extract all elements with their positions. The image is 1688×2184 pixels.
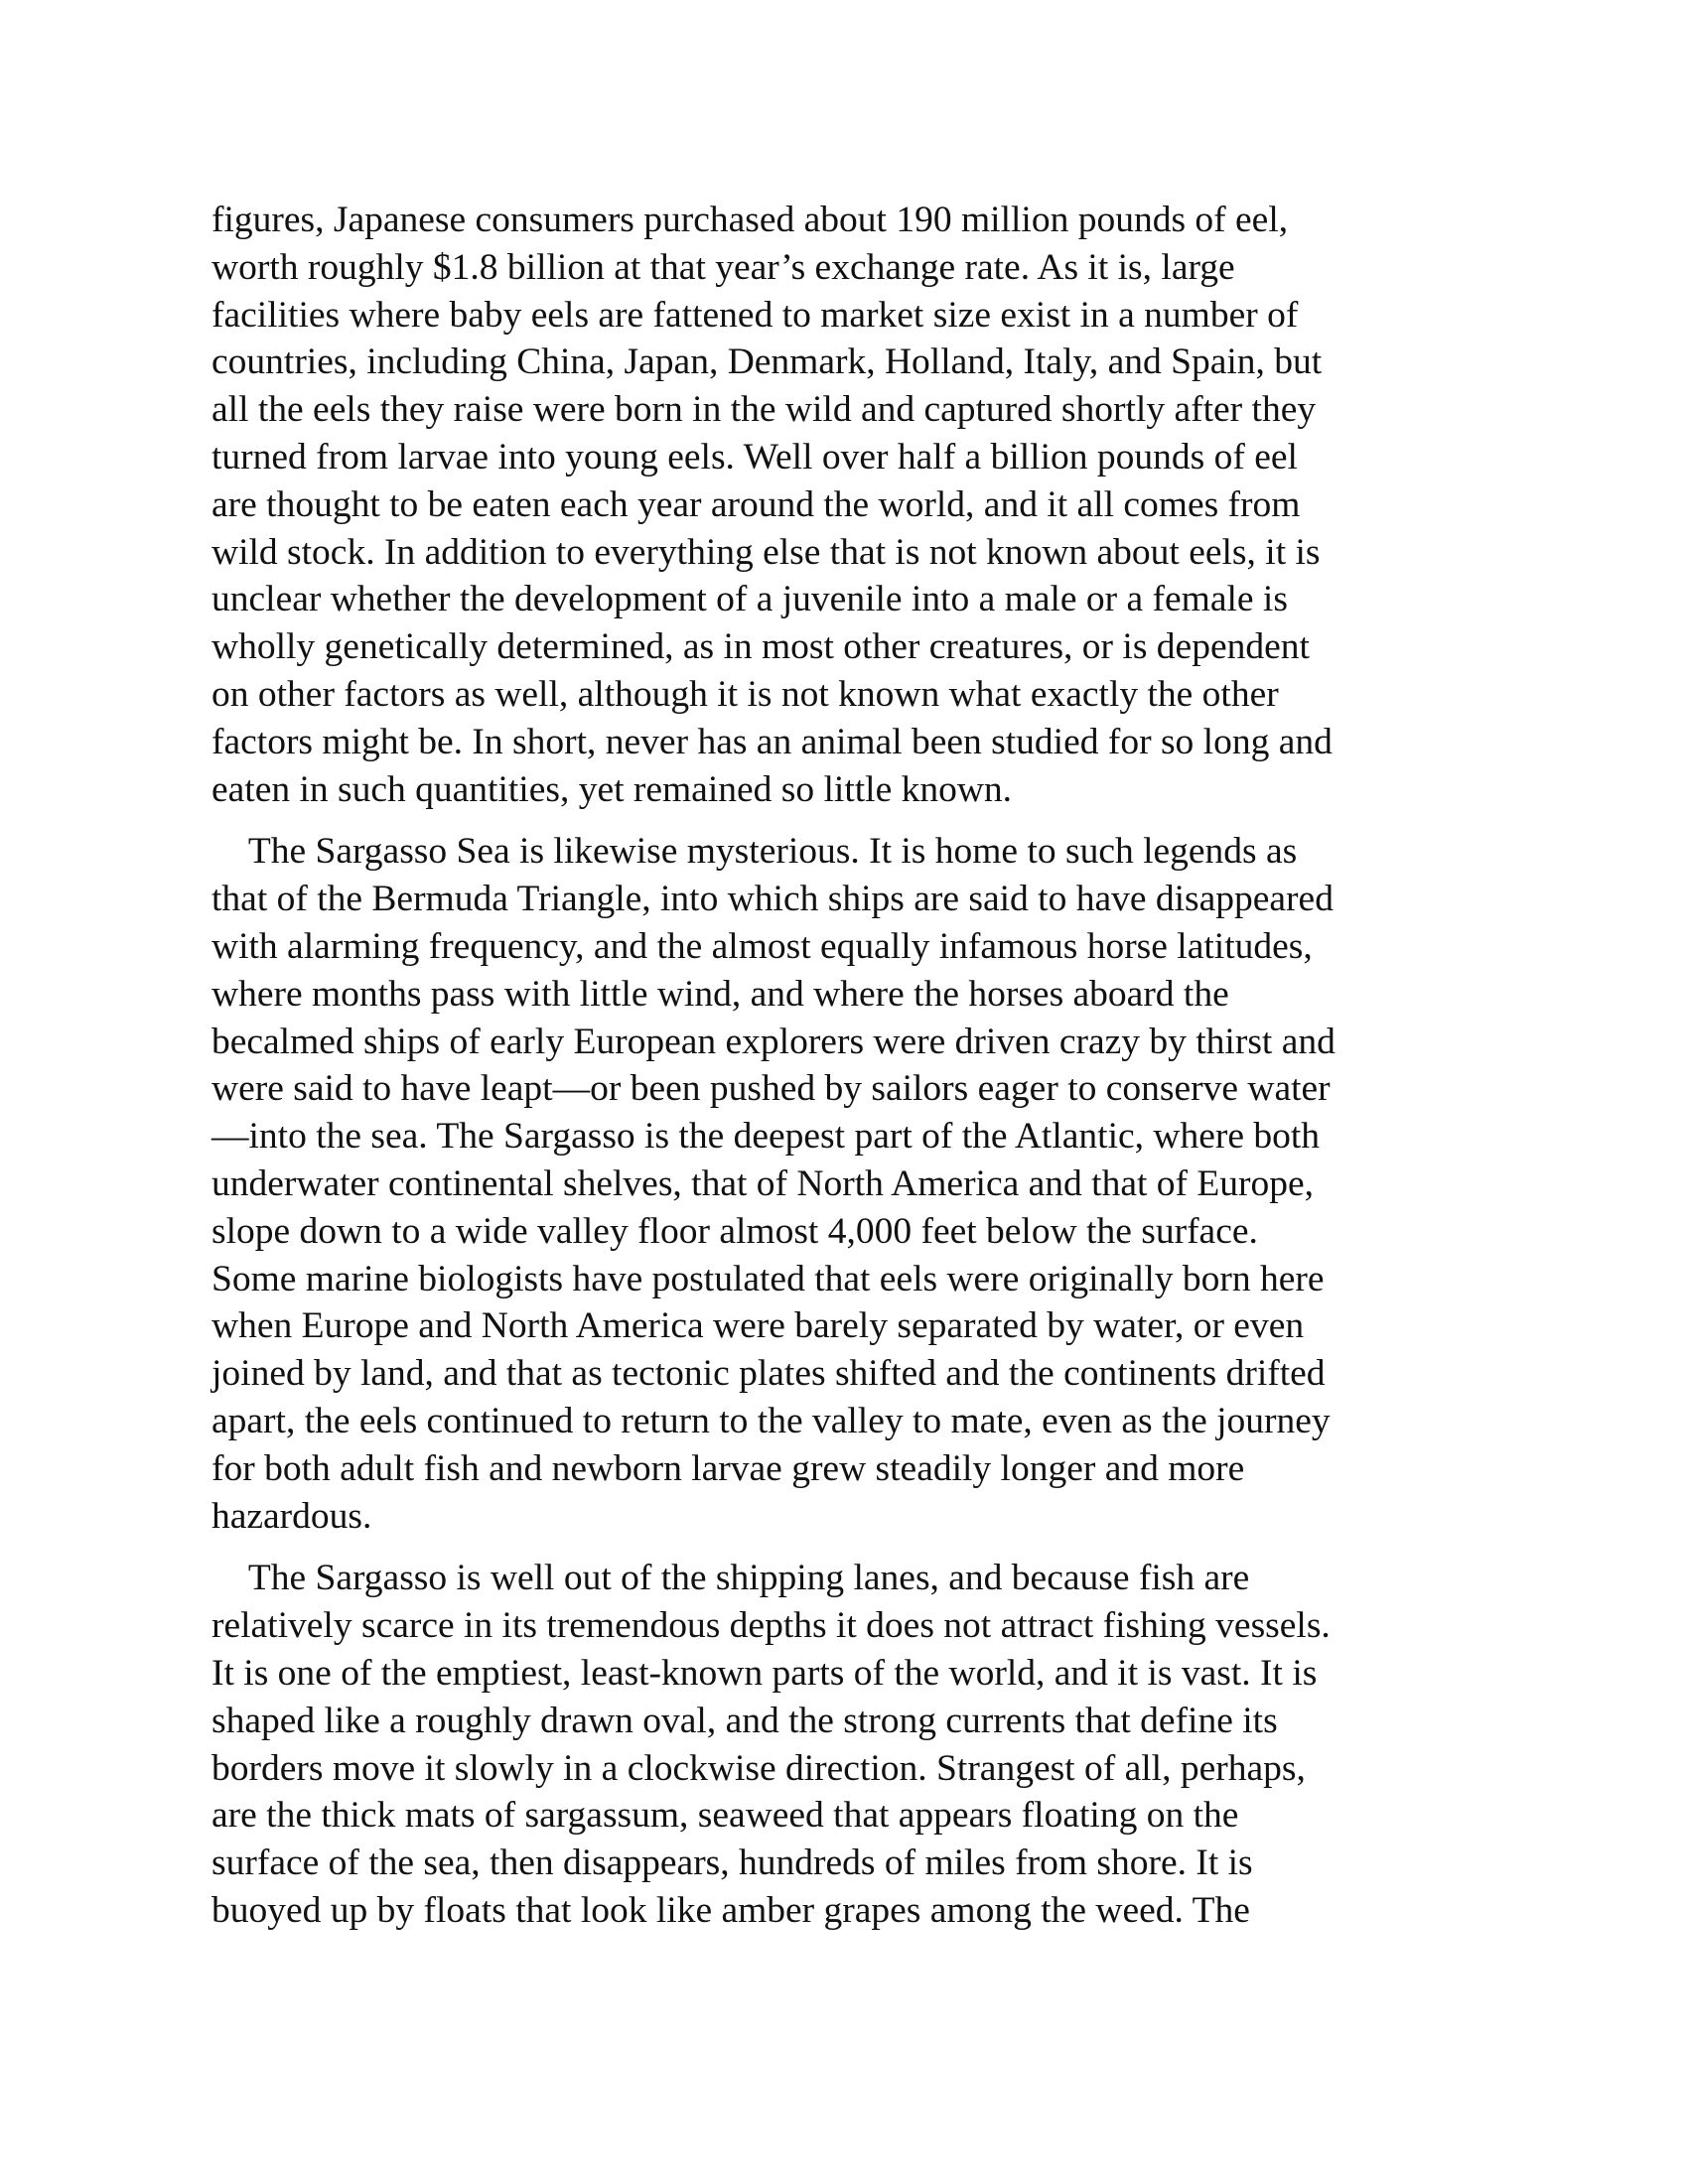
text-line: worth roughly $1.8 billion at that year’s exchange rate. As it is, large [211, 246, 1235, 288]
text-line: surface of the sea, then disappears, hundreds of miles from shore. It is [211, 1843, 1253, 1884]
text-line: Some marine biologists have postulated that eels were originally born here [211, 1258, 1325, 1299]
text-line: where months pass with little wind, and where the horses aboard the [211, 973, 1229, 1015]
text-line: figures, Japanese consumers purchased about 190 million pounds of eel, [211, 200, 1289, 240]
text-line: eaten in such quantities, yet remained so little known. [211, 768, 1013, 810]
text-line: unclear whether the development of a juvenile into a male or a female is [211, 579, 1288, 620]
text-line: apart, the eels continued to return to the valley to mate, even as the journey [211, 1400, 1331, 1441]
text-line: on other factors as well, although it is not known what exactly the other [211, 673, 1279, 715]
text-line: The Sargasso is well out of the shipping lanes, and because fish are [211, 1558, 1250, 1599]
body-text [211, 197, 1502, 1935]
text-line: turned from larvae into young eels. Well over half a billion pounds of eel [211, 436, 1298, 478]
text-line: when Europe and North America were barely separated by water, or even [211, 1305, 1305, 1347]
text-line: It is one of the emptiest, least-known parts of the world, and it is vast. It is [211, 1652, 1318, 1694]
text-line: The Sargasso Sea is likewise mysterious. It is home to such legends as [211, 831, 1298, 873]
text-line: all the eels they raise were born in the wild and captured shortly after they [211, 389, 1317, 431]
text-line: relatively scarce in its tremendous depths it does not attract fishing vessels. [211, 1605, 1331, 1647]
paragraph-3 [211, 1555, 1502, 1934]
text-line: underwater continental shelves, that of North America and that of Europe, [211, 1162, 1315, 1204]
text-line: with alarming frequency, and the almost equally infamous horse latitudes, [211, 925, 1313, 967]
text-line: shaped like a roughly drawn oval, and the strong currents that define its [211, 1700, 1278, 1741]
text-line: becalmed ships of early European explorers were driven crazy by thirst and [211, 1021, 1336, 1062]
paragraph-2 [211, 828, 1502, 1540]
text-line: joined by land, and that as tectonic plates shifted and the continents drifted [211, 1353, 1326, 1395]
text-line: buoyed up by floats that look like amber grapes among the weed. The [211, 1889, 1250, 1931]
text-line: slope down to a wide valley floor almost 4,000 feet below the surface. [211, 1210, 1258, 1252]
text-line: borders move it slowly in a clockwise direction. Strangest of all, perhaps, [211, 1747, 1306, 1789]
text-line: —into the sea. The Sargasso is the deepest part of the Atlantic, where both [211, 1116, 1321, 1158]
text-line: factors might be. In short, never has an animal been studied for so long and [211, 721, 1333, 762]
text-line: are thought to be eaten each year around the world, and it all comes from [211, 483, 1301, 525]
paragraph-1 [211, 197, 1502, 813]
text-line: that of the Bermuda Triangle, into which ships are said to have disappeared [211, 879, 1334, 920]
text-line: for both adult fish and newborn larvae grew steadily longer and more [211, 1447, 1245, 1489]
text-line: wild stock. In addition to everything else that is not known about eels, it is [211, 531, 1321, 573]
text-line: are the thick mats of sargassum, seaweed that appears floating on the [211, 1795, 1239, 1837]
text-line: countries, including China, Japan, Denmark, Holland, Italy, and Spain, but [211, 341, 1323, 383]
text-line: hazardous. [211, 1495, 372, 1537]
text-line: facilities where baby eels are fattened to market size exist in a number of [211, 294, 1299, 336]
text-line: wholly genetically determined, as in most other creatures, or is dependent [211, 626, 1310, 668]
text-line: were said to have leapt—or been pushed by sailors eager to conserve water [211, 1068, 1331, 1110]
